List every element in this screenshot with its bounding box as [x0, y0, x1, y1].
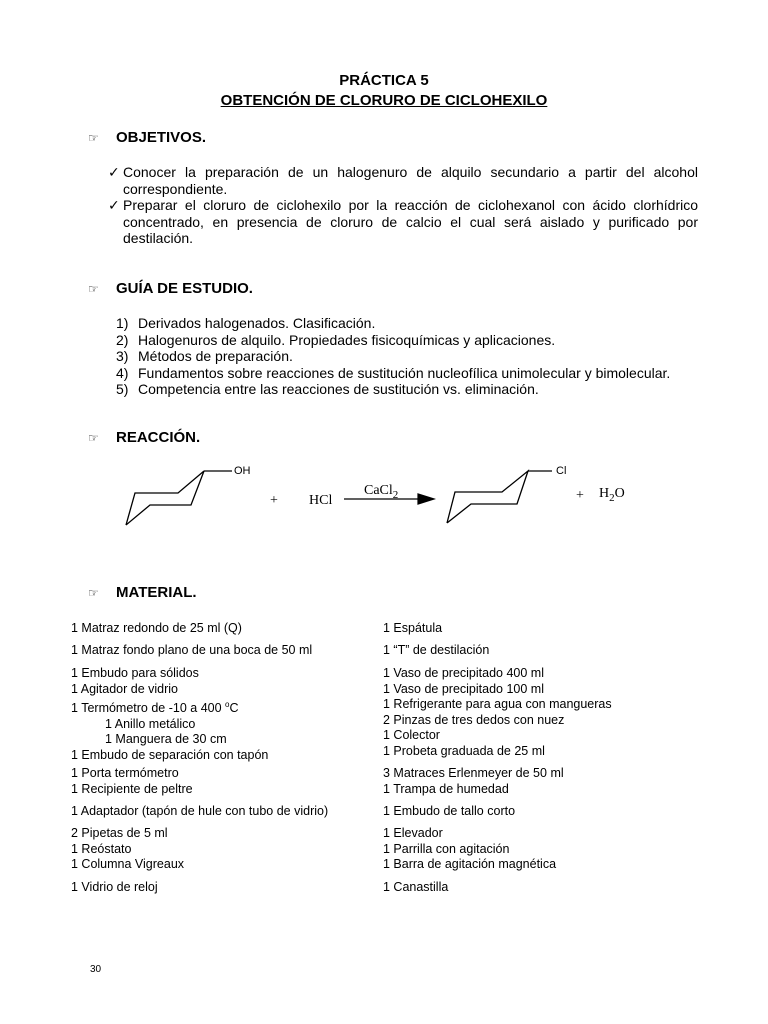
study-item-number: 4) [116, 364, 129, 381]
water-main: H [599, 486, 610, 501]
thermometer-text: 1 Termómetro de -10 a 400 [71, 701, 226, 715]
study-guide-heading-label: GUÍA DE ESTUDIO. [116, 280, 253, 297]
material-item: 1 Elevador [383, 826, 443, 840]
material-item: 3 Matraces Erlenmeyer de 50 ml [383, 766, 564, 780]
hand-pointer-icon: ☞ [88, 585, 99, 600]
chloro-label: Cl [556, 465, 567, 477]
material-item: 1 Embudo de tallo corto [383, 804, 516, 818]
study-guide-list [116, 315, 670, 398]
chlorocyclohexane-structure [447, 471, 552, 523]
material-item: 2 Pinzas de tres dedos con nuez [383, 712, 565, 727]
water-subscript: 2 [609, 491, 615, 504]
material-group [71, 666, 268, 763]
thermometer-unit: C [229, 701, 239, 715]
checkmark-icon: ✓ [108, 164, 120, 180]
material-heading-label: MATERIAL. [116, 584, 197, 601]
material-group [383, 880, 448, 896]
hand-pointer-icon: ☞ [88, 430, 99, 445]
hand-pointer-icon: ☞ [88, 281, 99, 296]
material-item: 1 Agitador de vidrio [71, 681, 179, 696]
material-item: 1 Trampa de humedad [383, 781, 509, 796]
material-right-column [383, 621, 713, 901]
material-item: 1 Espátula [383, 621, 443, 635]
water-end: O [614, 486, 625, 501]
material-item: 1 Embudo de separación con tapón [71, 747, 269, 762]
hand-pointer-icon: ☞ [88, 130, 99, 145]
study-item-number: 2) [116, 331, 129, 348]
study-item [116, 315, 670, 332]
material-item: 1 Manguera de 30 cm [105, 732, 227, 746]
hydroxyl-label: OH [234, 465, 251, 477]
material-item: 1 Matraz fondo plano de una boca de 50 ml [71, 643, 313, 657]
checkmark-icon: ✓ [108, 197, 120, 213]
objectives-heading-label: OBJETIVOS. [116, 129, 207, 146]
material-group [383, 766, 564, 797]
plus-sign: + [576, 488, 584, 503]
objective-text: Preparar el cloruro de ciclohexilo por la reacción de ciclohexanol con ácido clorhídrico concentrado, en presencia de cloruro de calcio el cual será aislado y purificado por destilación. [123, 197, 698, 246]
material-item: 1 Refrigerante para agua con mangueras [383, 697, 612, 711]
study-item-text: Derivados halogenados. Clasificación. [138, 315, 376, 331]
material-item: 1 Parrilla con agitación [383, 841, 510, 856]
material-item: 1 Reóstato [71, 841, 132, 856]
catalyst-main: CaCl [364, 483, 393, 498]
degree-mark: o [225, 700, 230, 709]
material-group [383, 621, 442, 637]
material-item: 2 Pipetas de 5 ml [71, 826, 168, 840]
material-item: 1 Colector [383, 728, 440, 742]
material-item: 1 Columna Vigreaux [71, 857, 185, 871]
study-item [116, 365, 670, 382]
material-group [383, 666, 612, 759]
hcl-reagent: HCl [309, 493, 333, 508]
study-item-number: 3) [116, 348, 129, 364]
material-item: 1 Vaso de precipitado 400 ml [383, 666, 544, 680]
catalyst-label [364, 483, 398, 501]
material-item: 1 Vaso de precipitado 100 ml [383, 681, 544, 696]
reaction-heading [88, 429, 200, 446]
practice-number: PRÁCTICA 5 [339, 72, 429, 89]
material-item: 1 Matraz redondo de 25 ml (Q) [71, 621, 242, 635]
page-number: 30 [90, 964, 102, 975]
material-group [71, 826, 184, 873]
material-group [71, 880, 158, 896]
material-item: 1 Probeta graduada de 25 ml [383, 743, 545, 758]
material-left-column [71, 621, 371, 901]
material-group [71, 804, 328, 820]
material-item: 1 Adaptador (tapón de hule con tubo de vidrio) [71, 804, 329, 818]
study-item-text: Métodos de preparación. [138, 348, 293, 364]
study-item-number: 5) [116, 381, 129, 397]
study-item-number: 1) [116, 315, 129, 331]
study-guide-heading [88, 280, 253, 297]
catalyst-subscript: 2 [392, 488, 399, 501]
study-item [116, 381, 670, 398]
study-item-text: Halogenuros de alquilo. Propiedades fisicoquímicas y aplicaciones. [138, 331, 556, 348]
material-group [71, 766, 193, 797]
material-item: 1 Canastilla [383, 880, 449, 894]
material-group [383, 826, 556, 873]
objective-item [108, 164, 698, 197]
study-item [116, 332, 670, 349]
study-item [116, 348, 670, 365]
material-item: 1 Vidrio de reloj [71, 880, 158, 894]
study-item-text: Competencia entre las reacciones de sustitución vs. eliminación. [138, 381, 539, 397]
water-product [599, 486, 625, 504]
study-item-text: Fundamentos sobre reacciones de sustitución nucleofílica unimolecular y bimolecular. [138, 364, 671, 381]
material-group [383, 804, 515, 820]
material-heading [88, 584, 197, 601]
objective-text: Conocer la preparación de un halogenuro de alquilo secundario a partir del alcohol correspondiente. [123, 164, 698, 197]
material-item: 1 “T” de destilación [383, 643, 490, 657]
material-group [71, 643, 312, 659]
material-item: 1 Barra de agitación magnética [383, 857, 557, 871]
objectives-list [108, 164, 698, 247]
reaction-heading-label: REACCIÓN. [116, 429, 201, 446]
page-title: OBTENCIÓN DE CLORURO DE CICLOHEXILO [220, 92, 548, 109]
cyclohexanol-structure [126, 471, 232, 525]
material-item: 1 Anillo metálico [105, 716, 196, 731]
reaction-scheme [0, 450, 768, 550]
material-item: 1 Porta termómetro [71, 766, 179, 780]
objective-item [108, 197, 698, 247]
material-item [71, 697, 268, 717]
material-group [71, 621, 242, 637]
plus-sign: + [270, 493, 278, 508]
objectives-heading [88, 129, 206, 146]
material-item: 1 Embudo para sólidos [71, 666, 199, 680]
material-item: 1 Recipiente de peltre [71, 781, 193, 796]
material-group [383, 643, 489, 659]
